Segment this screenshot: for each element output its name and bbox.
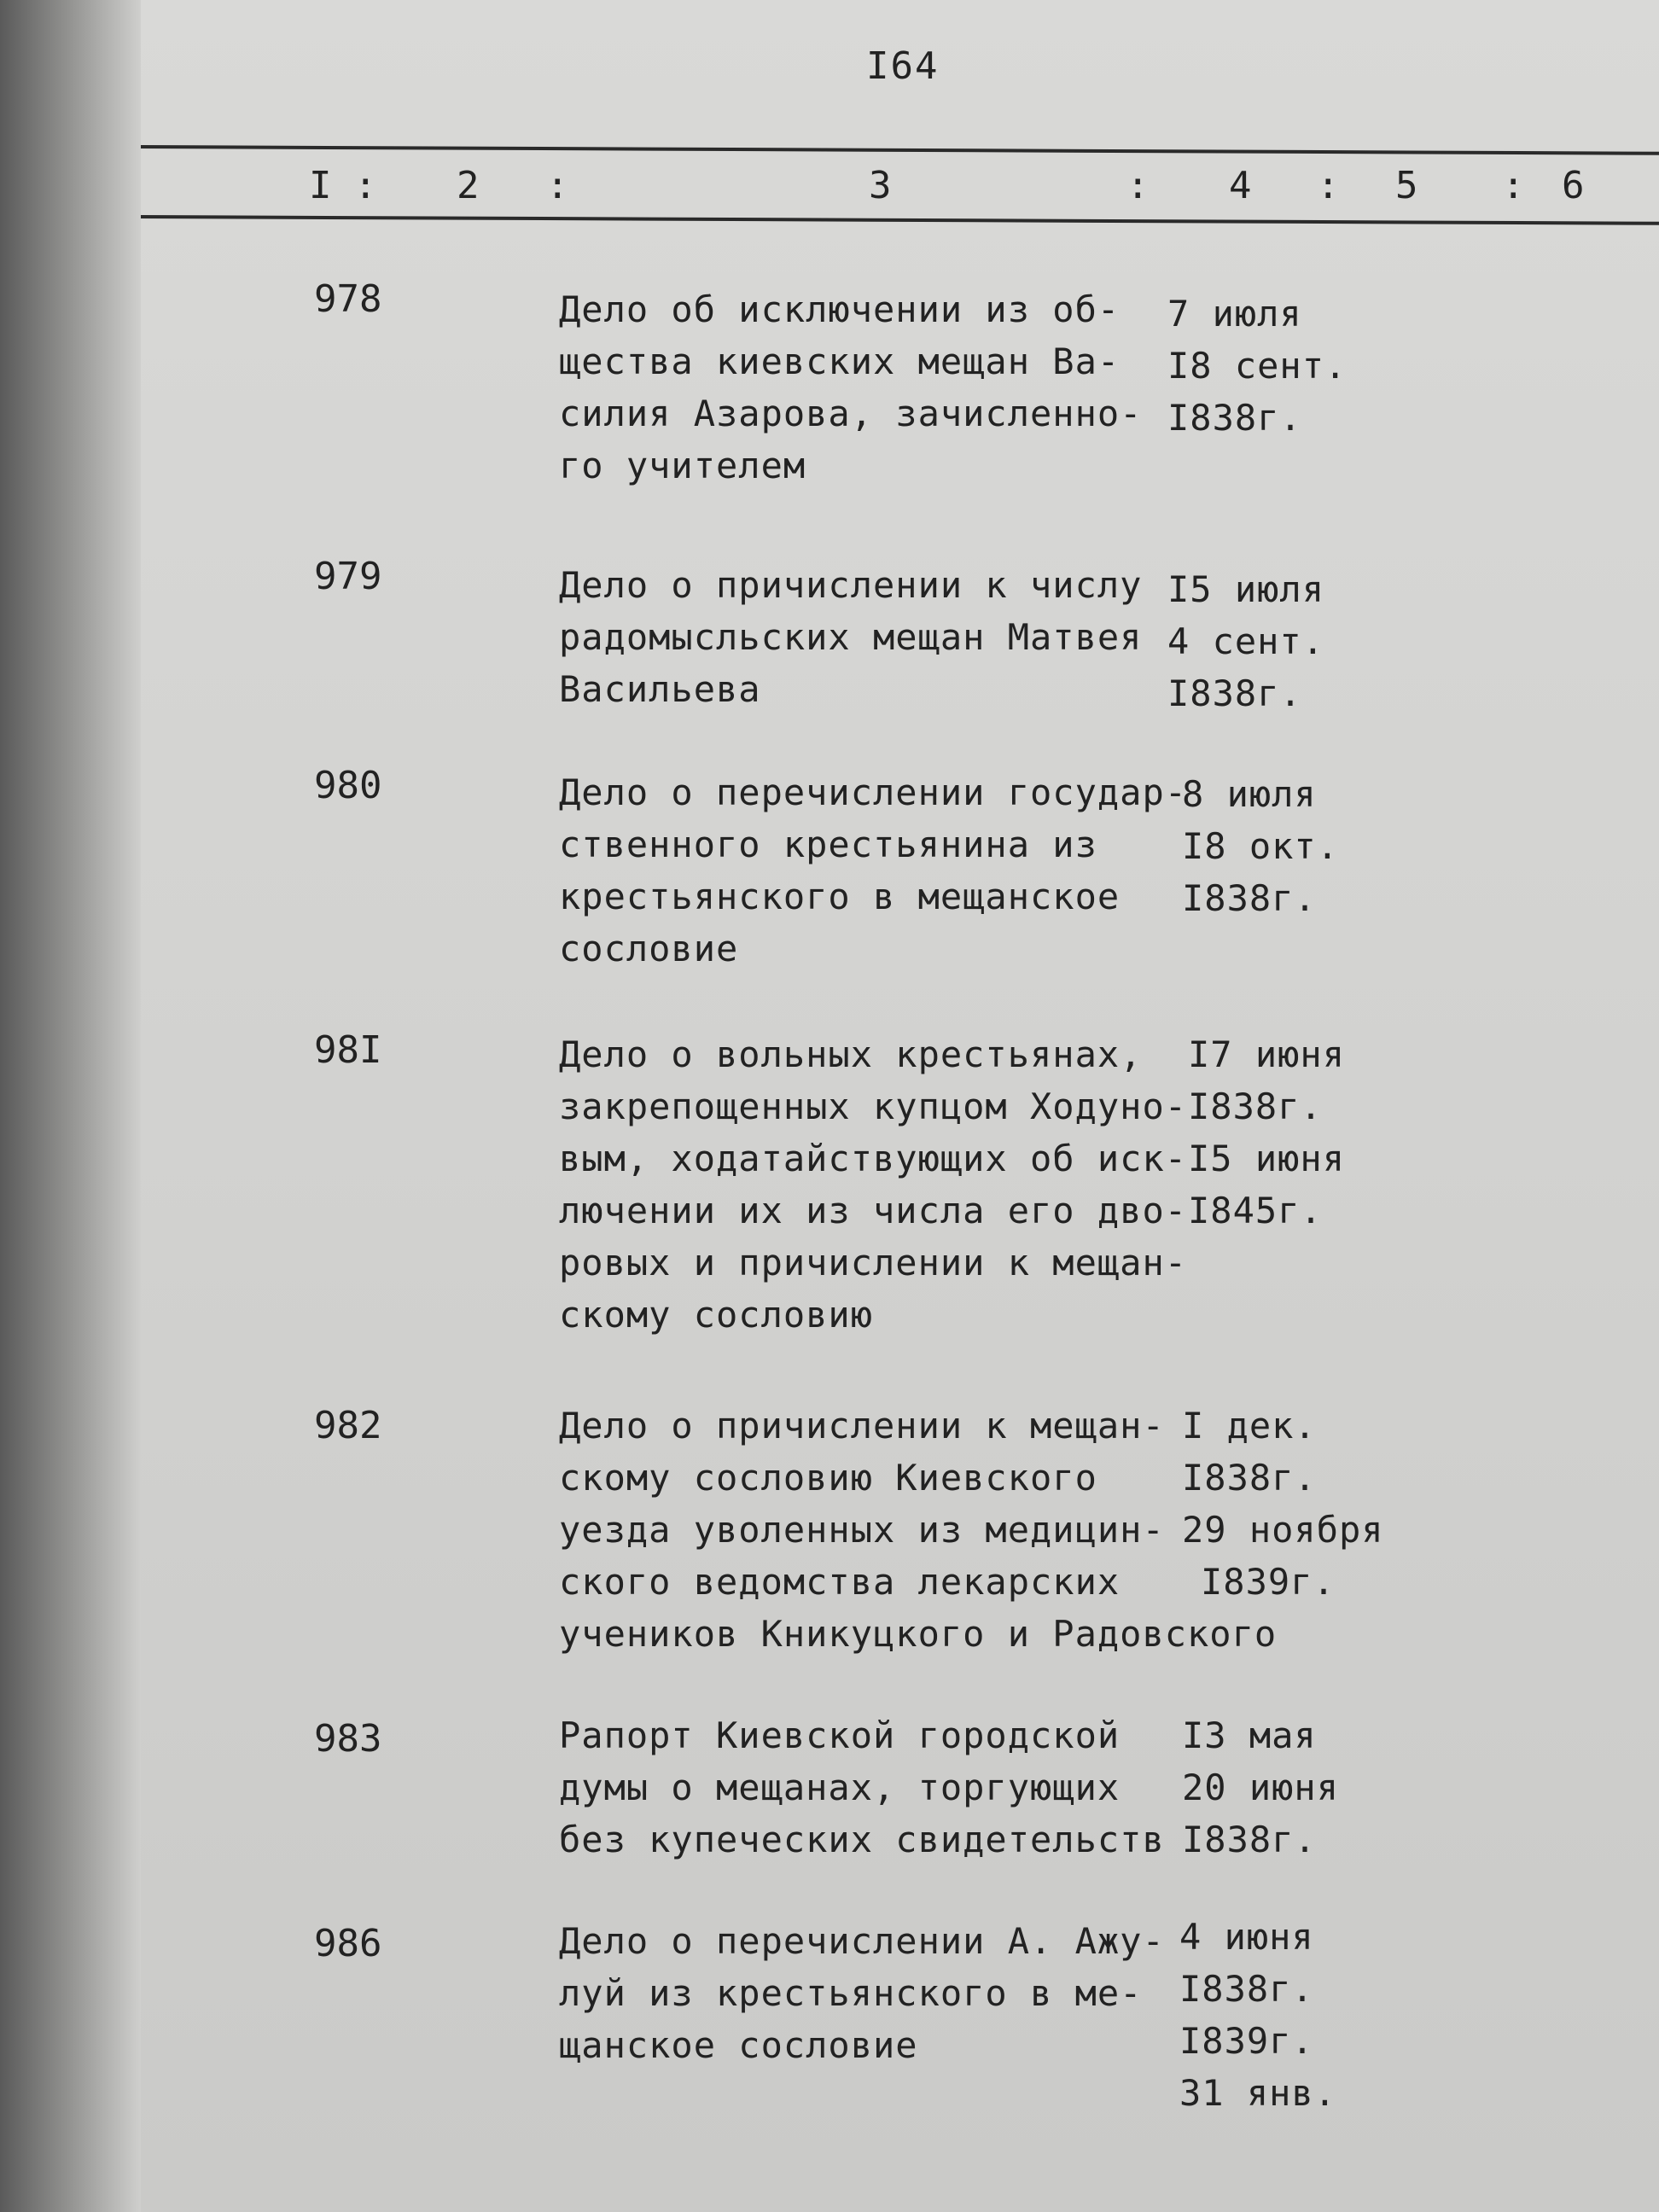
entry-dates xyxy=(1182,1709,1339,1866)
column-separator: : xyxy=(1126,164,1150,207)
description-line: ровых и причислении к мещан- xyxy=(559,1242,1188,1284)
column-number-5: 5 xyxy=(1395,164,1418,207)
date-line: I5 июля xyxy=(1167,568,1325,610)
description-line: Дело о перечислении А. Ажу- xyxy=(559,1920,1165,1962)
date-line: I839г. xyxy=(1201,1561,1336,1603)
description-line: скому сословию xyxy=(559,1294,874,1336)
description-line: без купеческих свидетельств xyxy=(559,1819,1165,1860)
entry-dates xyxy=(1179,1911,1336,2119)
description-line: щества киевских мещан Ва- xyxy=(559,341,1121,382)
book-binding-edge xyxy=(0,0,141,2212)
description-line: вым, ходатайствующих об иск- xyxy=(559,1138,1188,1179)
date-line: I838г. xyxy=(1179,1968,1314,2010)
column-number-1: I xyxy=(309,164,332,207)
description-line: Рапорт Киевской городской xyxy=(559,1714,1121,1756)
description-line: уезда уволенных из медицин- xyxy=(559,1509,1165,1551)
description-line: крестьянского в мещанское xyxy=(559,876,1121,917)
description-line: силия Азарова, зачисленно- xyxy=(559,393,1143,434)
column-number-6: 6 xyxy=(1562,164,1585,207)
entry-number: 978 xyxy=(314,277,382,321)
date-line: I838г. xyxy=(1182,877,1317,919)
entry-description xyxy=(559,1028,1190,1341)
description-line: закрепощенных купцом Ходуно- xyxy=(559,1086,1188,1127)
column-separator: : xyxy=(1502,164,1525,207)
description-line: го учителем xyxy=(559,445,806,486)
entry-number: 982 xyxy=(314,1404,382,1447)
entry-description xyxy=(559,1709,1190,1866)
description-line: сословие xyxy=(559,928,739,969)
entry-description xyxy=(559,766,1190,975)
date-line: I838г. xyxy=(1188,1086,1323,1127)
column-number-3: 3 xyxy=(869,164,892,207)
entry-description xyxy=(559,1915,1190,2071)
date-line: 8 июля xyxy=(1182,773,1317,815)
date-line: I845г. xyxy=(1188,1190,1323,1231)
entry-dates xyxy=(1182,1400,1384,1608)
column-separator: : xyxy=(546,164,569,207)
description-line: Дело о причислении к мещан- xyxy=(559,1405,1165,1447)
entry-number: 979 xyxy=(314,555,382,598)
date-line: I8 окт. xyxy=(1182,825,1340,867)
date-line: 7 июля xyxy=(1167,293,1302,335)
entry-dates xyxy=(1182,768,1339,924)
entry-number: 986 xyxy=(314,1922,382,1965)
date-line: 4 сент. xyxy=(1167,620,1325,662)
page-number: I64 xyxy=(866,44,940,88)
date-line: I838г. xyxy=(1167,672,1302,714)
date-line: I3 мая xyxy=(1182,1714,1317,1756)
date-line: I8 сент. xyxy=(1167,345,1348,387)
description-line: щанское сословие xyxy=(559,2024,918,2066)
date-line: I7 июня xyxy=(1188,1033,1346,1075)
description-line: радомысльских мещан Матвея xyxy=(559,616,1143,658)
date-line: I838г. xyxy=(1167,397,1302,439)
description-line: Дело об исключении из об- xyxy=(559,288,1121,330)
description-line: луй из крестьянского в ме- xyxy=(559,1972,1143,2014)
entry-description xyxy=(559,559,1190,715)
description-line: Дело о перечислении государ- xyxy=(559,771,1188,813)
description-line: ственного крестьянина из xyxy=(559,824,1097,865)
description-line: Васильева xyxy=(559,668,761,710)
description-line: думы о мещанах, торгующих xyxy=(559,1767,1121,1808)
description-line: учеников Кникуцкого и Радовского xyxy=(559,1613,1278,1655)
date-line: 29 ноября xyxy=(1182,1509,1384,1551)
entry-number: 980 xyxy=(314,764,382,807)
date-line: I5 июня xyxy=(1188,1138,1346,1179)
date-line: 20 июня xyxy=(1182,1767,1340,1808)
description-line: скому сословию Киевского xyxy=(559,1457,1097,1499)
entry-dates xyxy=(1167,288,1347,444)
description-line: Дело о причислении к числу xyxy=(559,564,1143,606)
entry-number: 98I xyxy=(314,1028,382,1072)
date-line: I838г. xyxy=(1182,1457,1317,1499)
description-line: Дело о вольных крестьянах, xyxy=(559,1033,1143,1075)
column-separator: : xyxy=(354,164,377,207)
date-line: I дек. xyxy=(1182,1405,1317,1447)
column-number-4: 4 xyxy=(1229,164,1252,207)
date-line: 31 янв. xyxy=(1179,2072,1337,2114)
date-line: I838г. xyxy=(1182,1819,1317,1860)
entry-dates xyxy=(1188,1028,1345,1237)
date-line: I839г. xyxy=(1179,2020,1314,2062)
description-line: ского ведомства лекарских xyxy=(559,1561,1121,1603)
entry-dates xyxy=(1167,563,1324,719)
column-separator: : xyxy=(1317,164,1340,207)
entry-number: 983 xyxy=(314,1717,382,1761)
description-line: лючении их из числа его дво- xyxy=(559,1190,1188,1231)
column-number-2: 2 xyxy=(457,164,480,207)
date-line: 4 июня xyxy=(1179,1916,1314,1958)
entry-description xyxy=(559,283,1190,492)
